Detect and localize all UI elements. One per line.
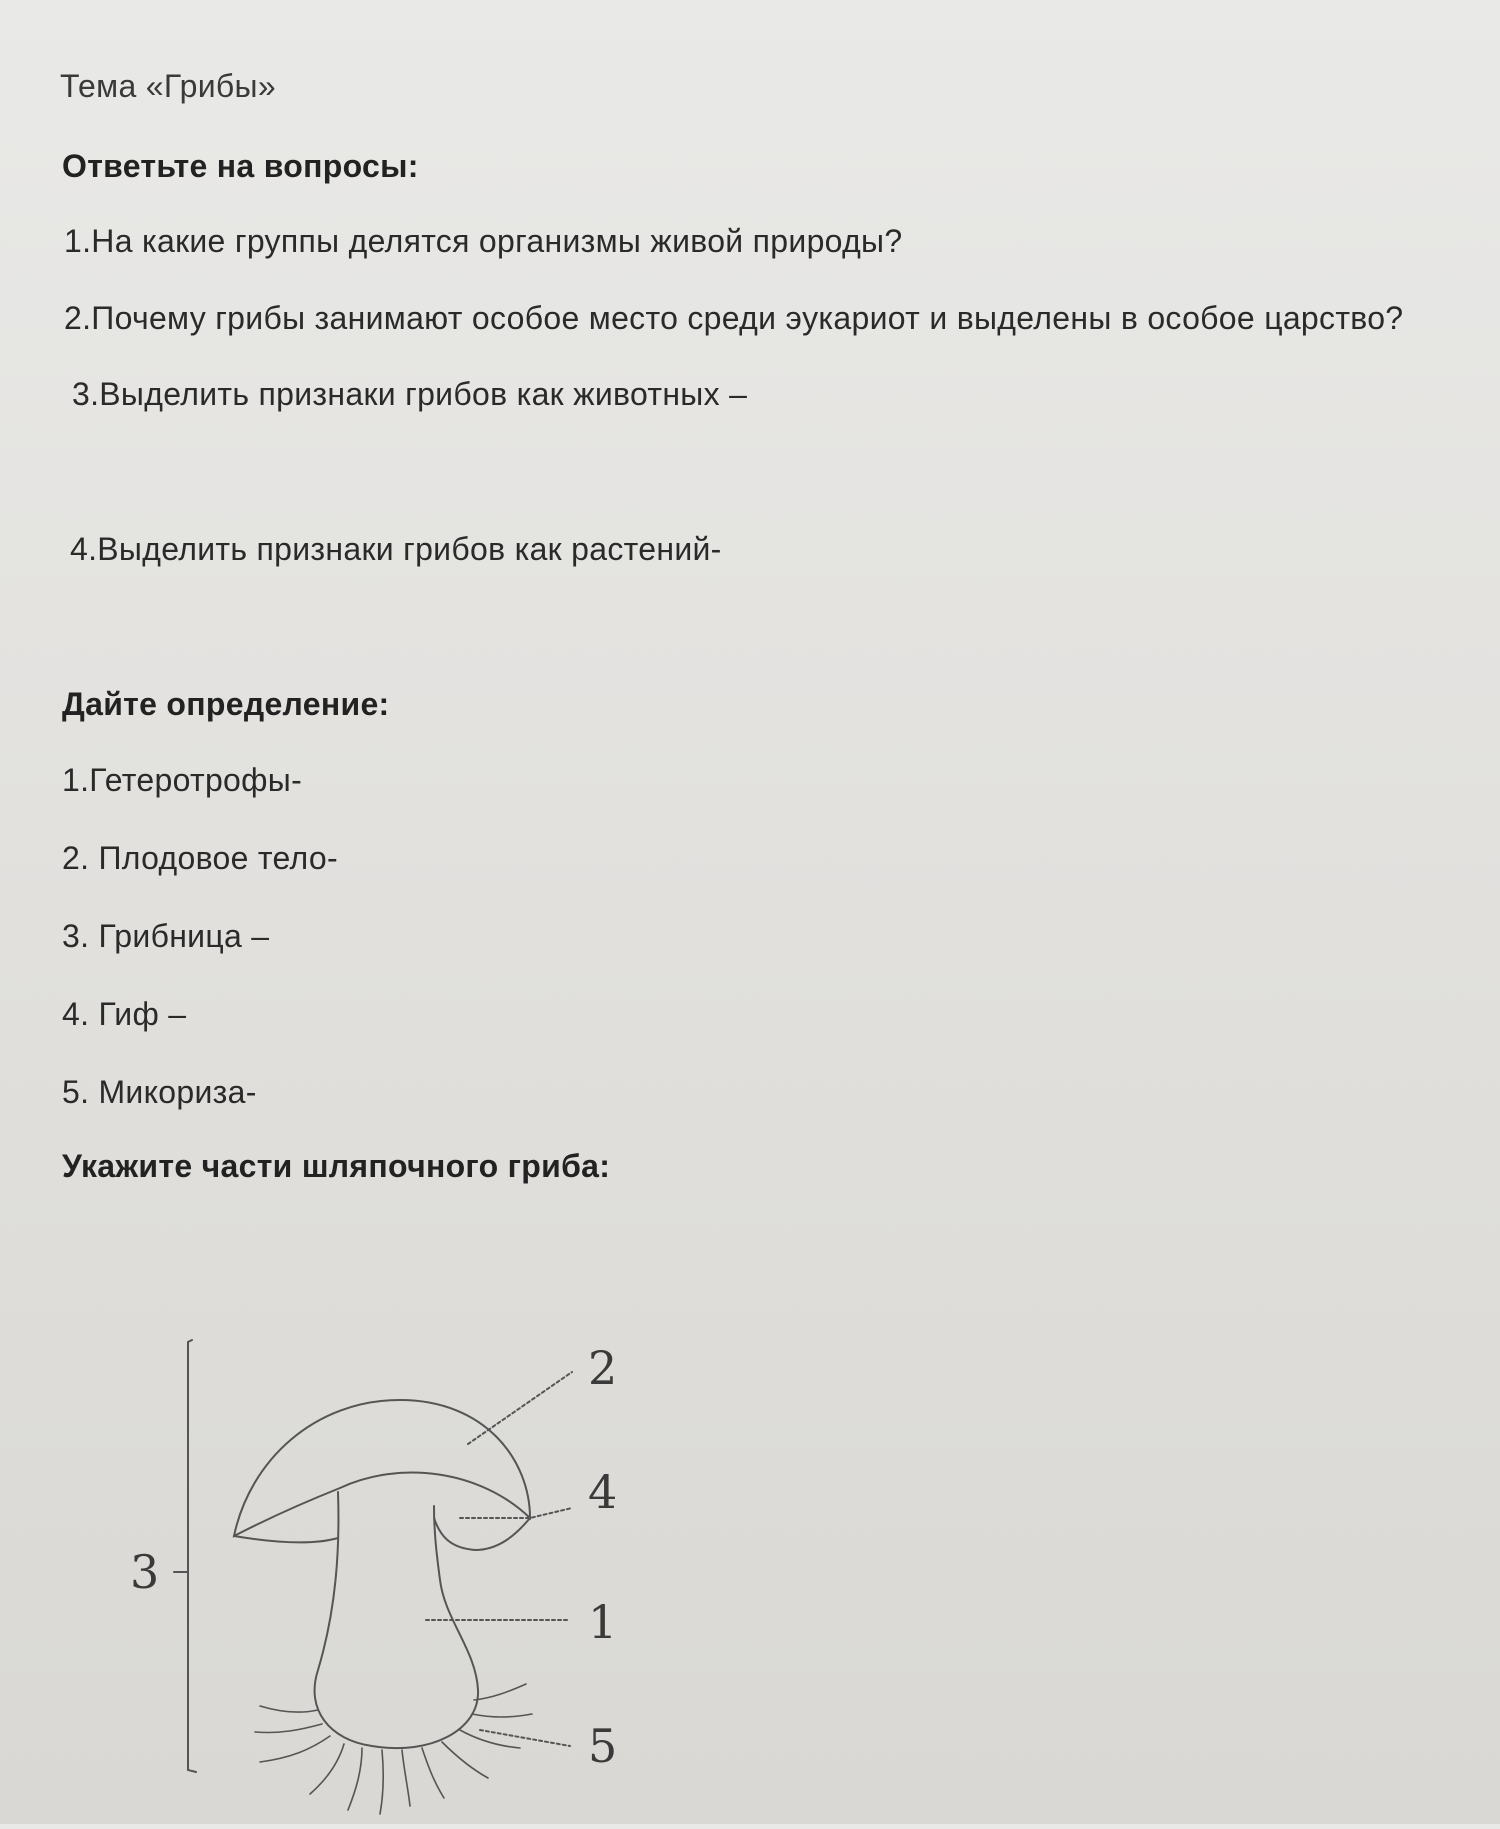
definition-2: 2. Плодовое тело- bbox=[62, 840, 338, 876]
question-4: 4.Выделить признаки грибов как растений- bbox=[70, 531, 722, 567]
mushroom-gills bbox=[234, 1518, 530, 1550]
label-2: 2 bbox=[588, 1341, 618, 1395]
pointer-4 bbox=[460, 1508, 572, 1518]
questions-heading: Ответьте на вопросы: bbox=[62, 148, 419, 184]
label-5: 5 bbox=[588, 1719, 618, 1773]
definition-5: 5. Микориза- bbox=[62, 1074, 257, 1110]
definition-4: 4. Гиф – bbox=[62, 996, 187, 1032]
question-3: 3.Выделить признаки грибов как животных – bbox=[72, 376, 748, 412]
definition-1: 1.Гетеротрофы- bbox=[62, 762, 303, 798]
diagram-heading: Укажите части шляпочного гриба: bbox=[62, 1148, 611, 1184]
question-1: 1.На какие группы делятся организмы живой природы? bbox=[64, 223, 903, 259]
page-title: Тема «Грибы» bbox=[60, 68, 276, 104]
mushroom-cap bbox=[234, 1400, 530, 1536]
definitions-heading: Дайте определение: bbox=[62, 686, 390, 722]
definition-3: 3. Грибница – bbox=[62, 918, 270, 954]
bracket-line bbox=[188, 1340, 196, 1772]
label-4: 4 bbox=[588, 1465, 618, 1519]
mushroom-drawing bbox=[100, 1310, 660, 1824]
mushroom-diagram bbox=[100, 1310, 660, 1824]
label-3: 3 bbox=[130, 1545, 160, 1599]
question-2: 2.Почему грибы занимают особое место среди эукариот и выделены в особое царство? bbox=[64, 300, 1404, 336]
label-1: 1 bbox=[588, 1595, 618, 1649]
pointer-2 bbox=[468, 1372, 572, 1444]
